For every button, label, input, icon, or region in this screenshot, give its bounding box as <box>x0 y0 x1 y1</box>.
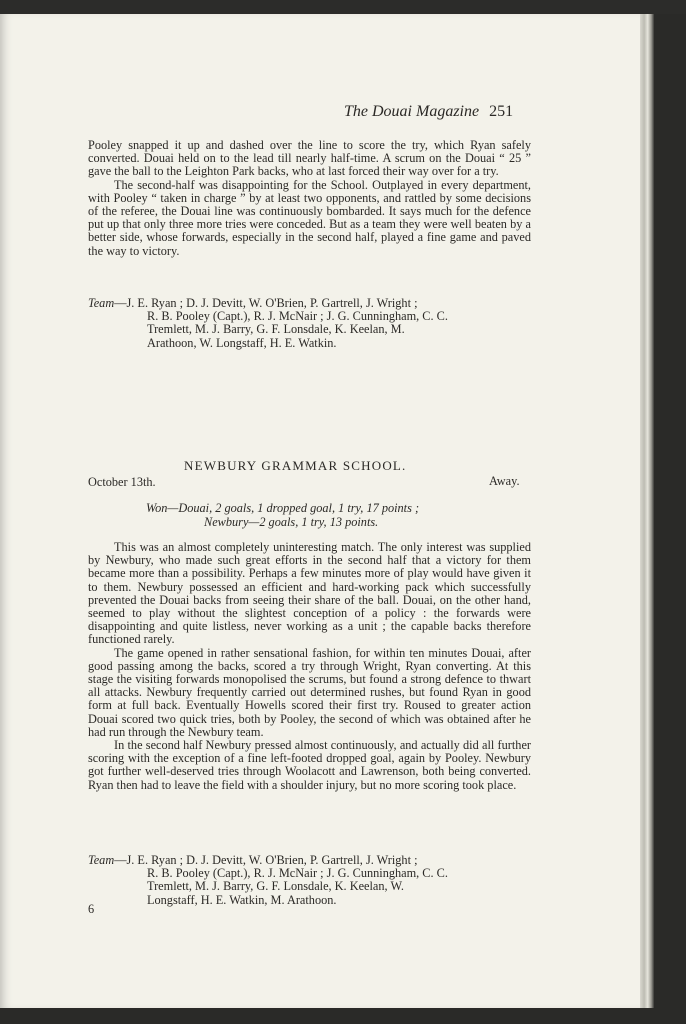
paragraph: The game opened in rather sensational fashion, for within ten minutes Douai, after good passing among the backs, scored a try through Wright, Ryan converting. At this stage the visiting forwards monopolised the scrums, but found a strong defence to thwart all attacks. Newbury frequently carried out determined rushes, but found Ryan in good form at full back. Eventually Howells scored their first try. Roused to greater action Douai scored two quick tries, both by Pooley, the second of which was obtained after he had run through the Newbury team. <box>88 645 531 739</box>
team-line: Tremlett, M. J. Barry, G. F. Lonsdale, K. Keelan, M. <box>147 322 405 337</box>
match-venue: Away. <box>489 474 520 488</box>
running-header <box>344 103 513 121</box>
team-line: R. B. Pooley (Capt.), R. J. McNair ; J. G. Cunningham, C. C. <box>147 309 448 324</box>
result-line: Newbury—2 goals, 1 try, 13 points. <box>204 514 379 529</box>
paragraph: In the second half Newbury pressed almost continuously, and actually did all further scoring with the exception of a fine left-footed dropped goal, again by Pooley. Newbury got further well-deserved tries through Woolacott and Lawrenson, both being converted. Ryan then had to leave the field with a shoulder injury, but no more scoring took place. <box>88 738 531 792</box>
team-line: —J. E. Ryan ; D. J. Devitt, W. O'Brien, P. Gartrell, J. Wright ; <box>114 853 418 867</box>
team-list-1 <box>88 297 531 350</box>
team-line: Longstaff, H. E. Watkin, M. Arathoon. <box>147 892 337 907</box>
match-report <box>88 541 531 792</box>
team-line: —J. E. Ryan ; D. J. Devitt, W. O'Brien, P. Gartrell, J. Wright ; <box>114 296 418 310</box>
result-line: Won—Douai, 2 goals, 1 dropped goal, 1 try, 17 points ; <box>146 501 420 515</box>
team-line: R. B. Pooley (Capt.), R. J. McNair ; J. G. Cunningham, C. C. <box>147 866 448 881</box>
page-number: 251 <box>489 103 514 120</box>
match-report-continued <box>88 139 531 258</box>
paragraph: Pooley snapped it up and dashed over the line to score the try, which Ryan safely converted. Douai held on to the lead till nearly half-time. A scrum on the Douai “ 25 ” gave the ball to the Leighton Park backs, who at last forced their way over for a try. <box>88 138 531 179</box>
paragraph: The second-half was disappointing for the School. Outplayed in every department, with Pooley “ taken in charge ” by at least two opponents, and rattled by some decisions of the referee, the Douai line was continuously bombarded. It says much for the defence put up that only three more tries were conceded. But as a team they were well beaten by a better side, whose forwards, especially in the second half, played a fine game and paved the way to victory. <box>88 177 531 258</box>
team-label: Team <box>88 296 115 310</box>
team-list-2 <box>88 854 531 907</box>
match-title: NEWBURY GRAMMAR SCHOOL. <box>184 458 407 473</box>
top-shadow <box>0 0 686 14</box>
team-line: Arathoon, W. Longstaff, H. E. Watkin. <box>147 335 337 350</box>
team-line: Tremlett, M. J. Barry, G. F. Lonsdale, K. Keelan, W. <box>147 879 404 894</box>
match-result <box>146 502 419 529</box>
signature-mark: 6 <box>88 902 95 916</box>
match-date: October 13th. <box>88 475 156 489</box>
magazine-title: The Douai Magazine <box>344 103 480 120</box>
page-edge <box>640 14 654 1008</box>
paragraph: This was an almost completely uninteresting match. The only interest was supplied by Newbury, who made such great efforts in the second half that a victory for them became more than a possibility. Perhaps a few minutes more of play would have given it to them. Newbury possessed an efficient and hard-working pack which successfully prevented the Douai backs from seeing their share of the ball. Douai, on the other hand, seemed to play without the slightest conception of a policy : the forwards were disappointing and quite listless, never working as a unit ; the capable backs therefore functioned rarely. <box>88 540 531 647</box>
team-label: Team <box>88 853 115 867</box>
